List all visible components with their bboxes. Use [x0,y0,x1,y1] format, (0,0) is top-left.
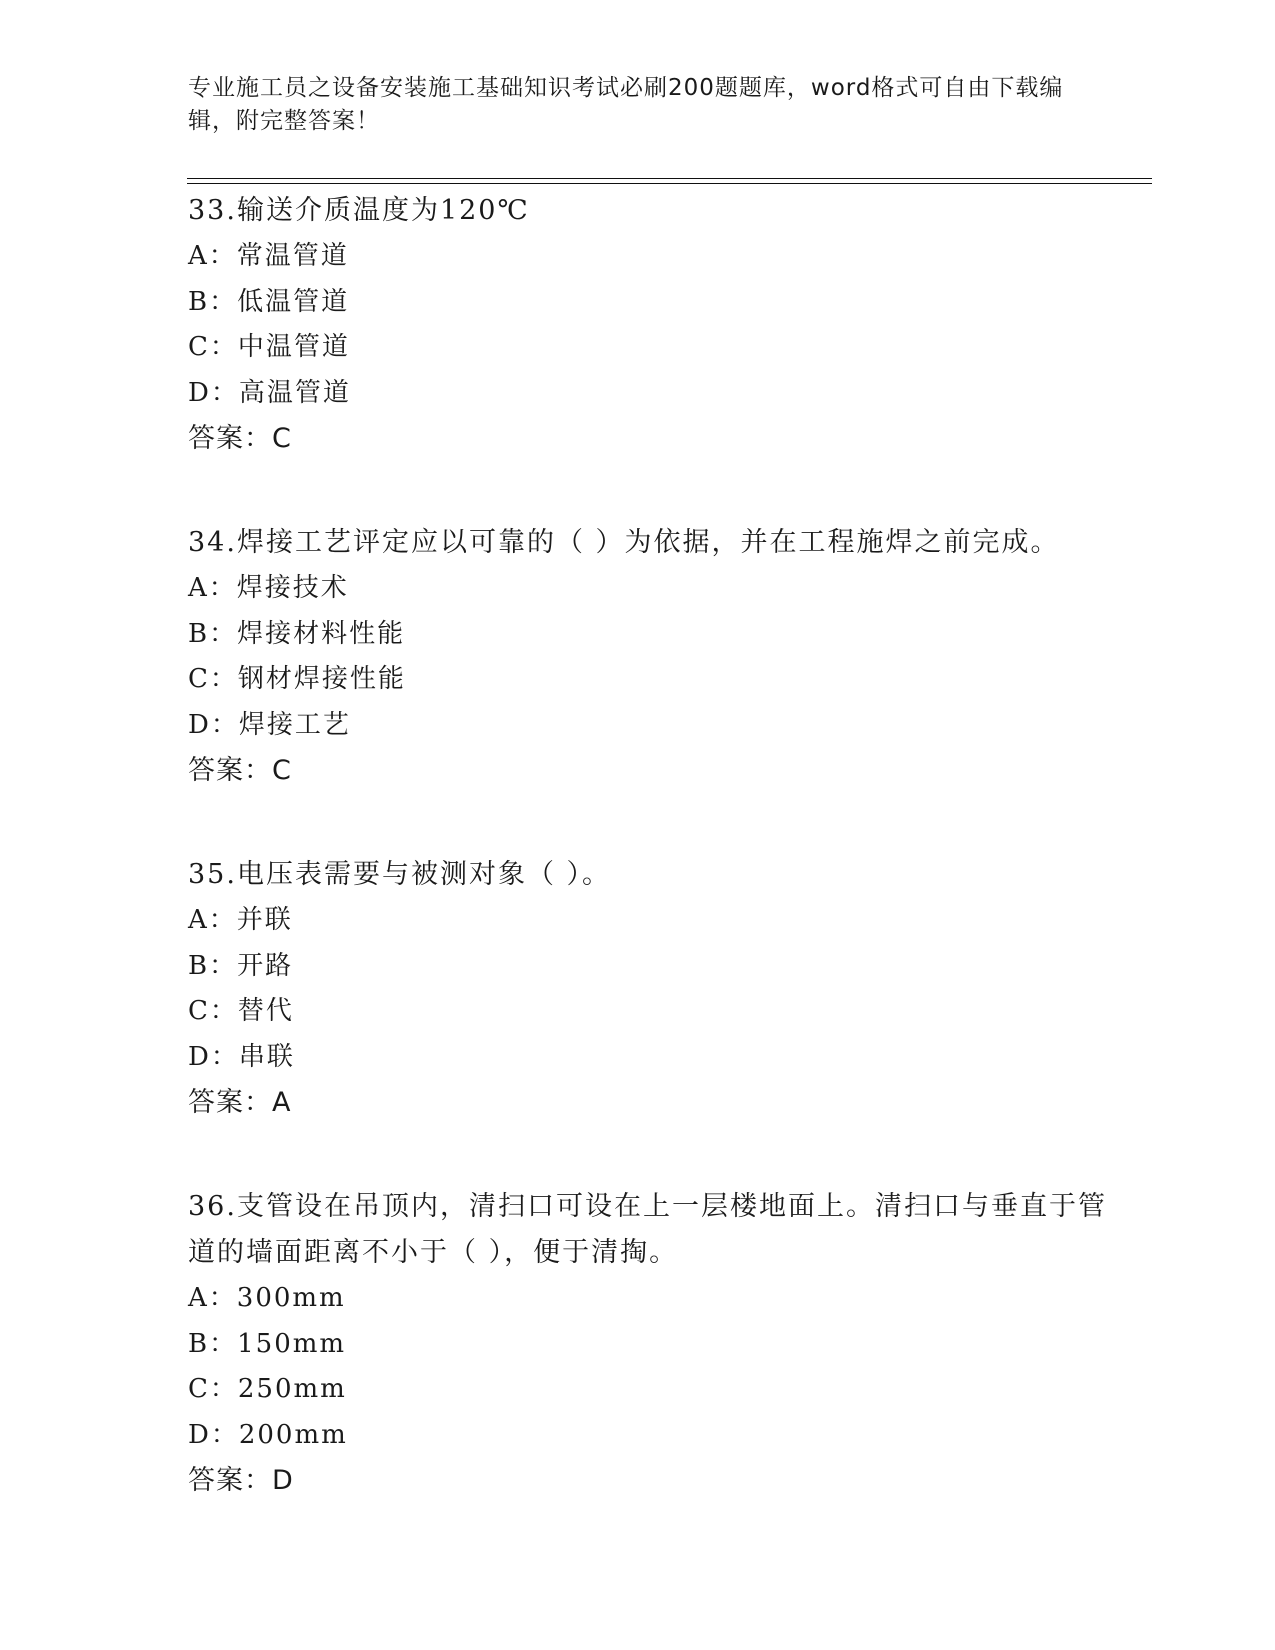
option-d: D：高温管道 [188,377,351,408]
option-d: D：焊接工艺 [188,709,351,740]
option-d: D：串联 [188,1041,295,1072]
option-b: B：低温管道 [188,286,350,317]
question-list [188,188,1108,1504]
question-stem: 33.输送介质温度为120℃ [188,195,530,226]
question-34 [188,520,1108,794]
answer-line: 答案：C [188,423,292,454]
option-c: C：中温管道 [188,332,350,362]
question-35 [188,852,1108,1126]
answer-line: 答案：A [188,1087,292,1118]
answer-line: 答案：D [188,1465,294,1496]
question-33 [188,188,1108,462]
option-b: B：150mm [188,1328,347,1359]
question-stem: 36.支管设在吊顶内，清扫口可设在上一层楼地面上。清扫口与垂直于管道的墙面距离不小于（ ），便于清掏。 [188,1191,1107,1268]
document-header: 专业施工员之设备安装施工基础知识考试必刷200题题库，word格式可自由下载编辑，附完整答案！ [188,75,1064,134]
header-divider-top [187,178,1152,179]
option-a: A：并联 [188,905,293,935]
option-b: B：焊接材料性能 [188,618,406,649]
option-a: A：常温管道 [188,241,349,271]
option-d: D：200mm [188,1419,348,1450]
option-c: C：250mm [188,1374,347,1404]
option-c: C：替代 [188,996,294,1026]
option-c: C：钢材焊接性能 [188,664,406,694]
question-stem: 34.焊接工艺评定应以可靠的（ ）为依据，并在工程施焊之前完成。 [188,527,1060,558]
header-divider-bottom [187,183,1152,184]
question-stem: 35.电压表需要与被测对象（ ）。 [188,859,612,890]
question-36 [188,1184,1108,1504]
option-b: B：开路 [188,950,294,981]
option-a: A：焊接技术 [188,573,349,603]
answer-line: 答案：C [188,755,292,786]
option-a: A：300mm [188,1283,346,1313]
